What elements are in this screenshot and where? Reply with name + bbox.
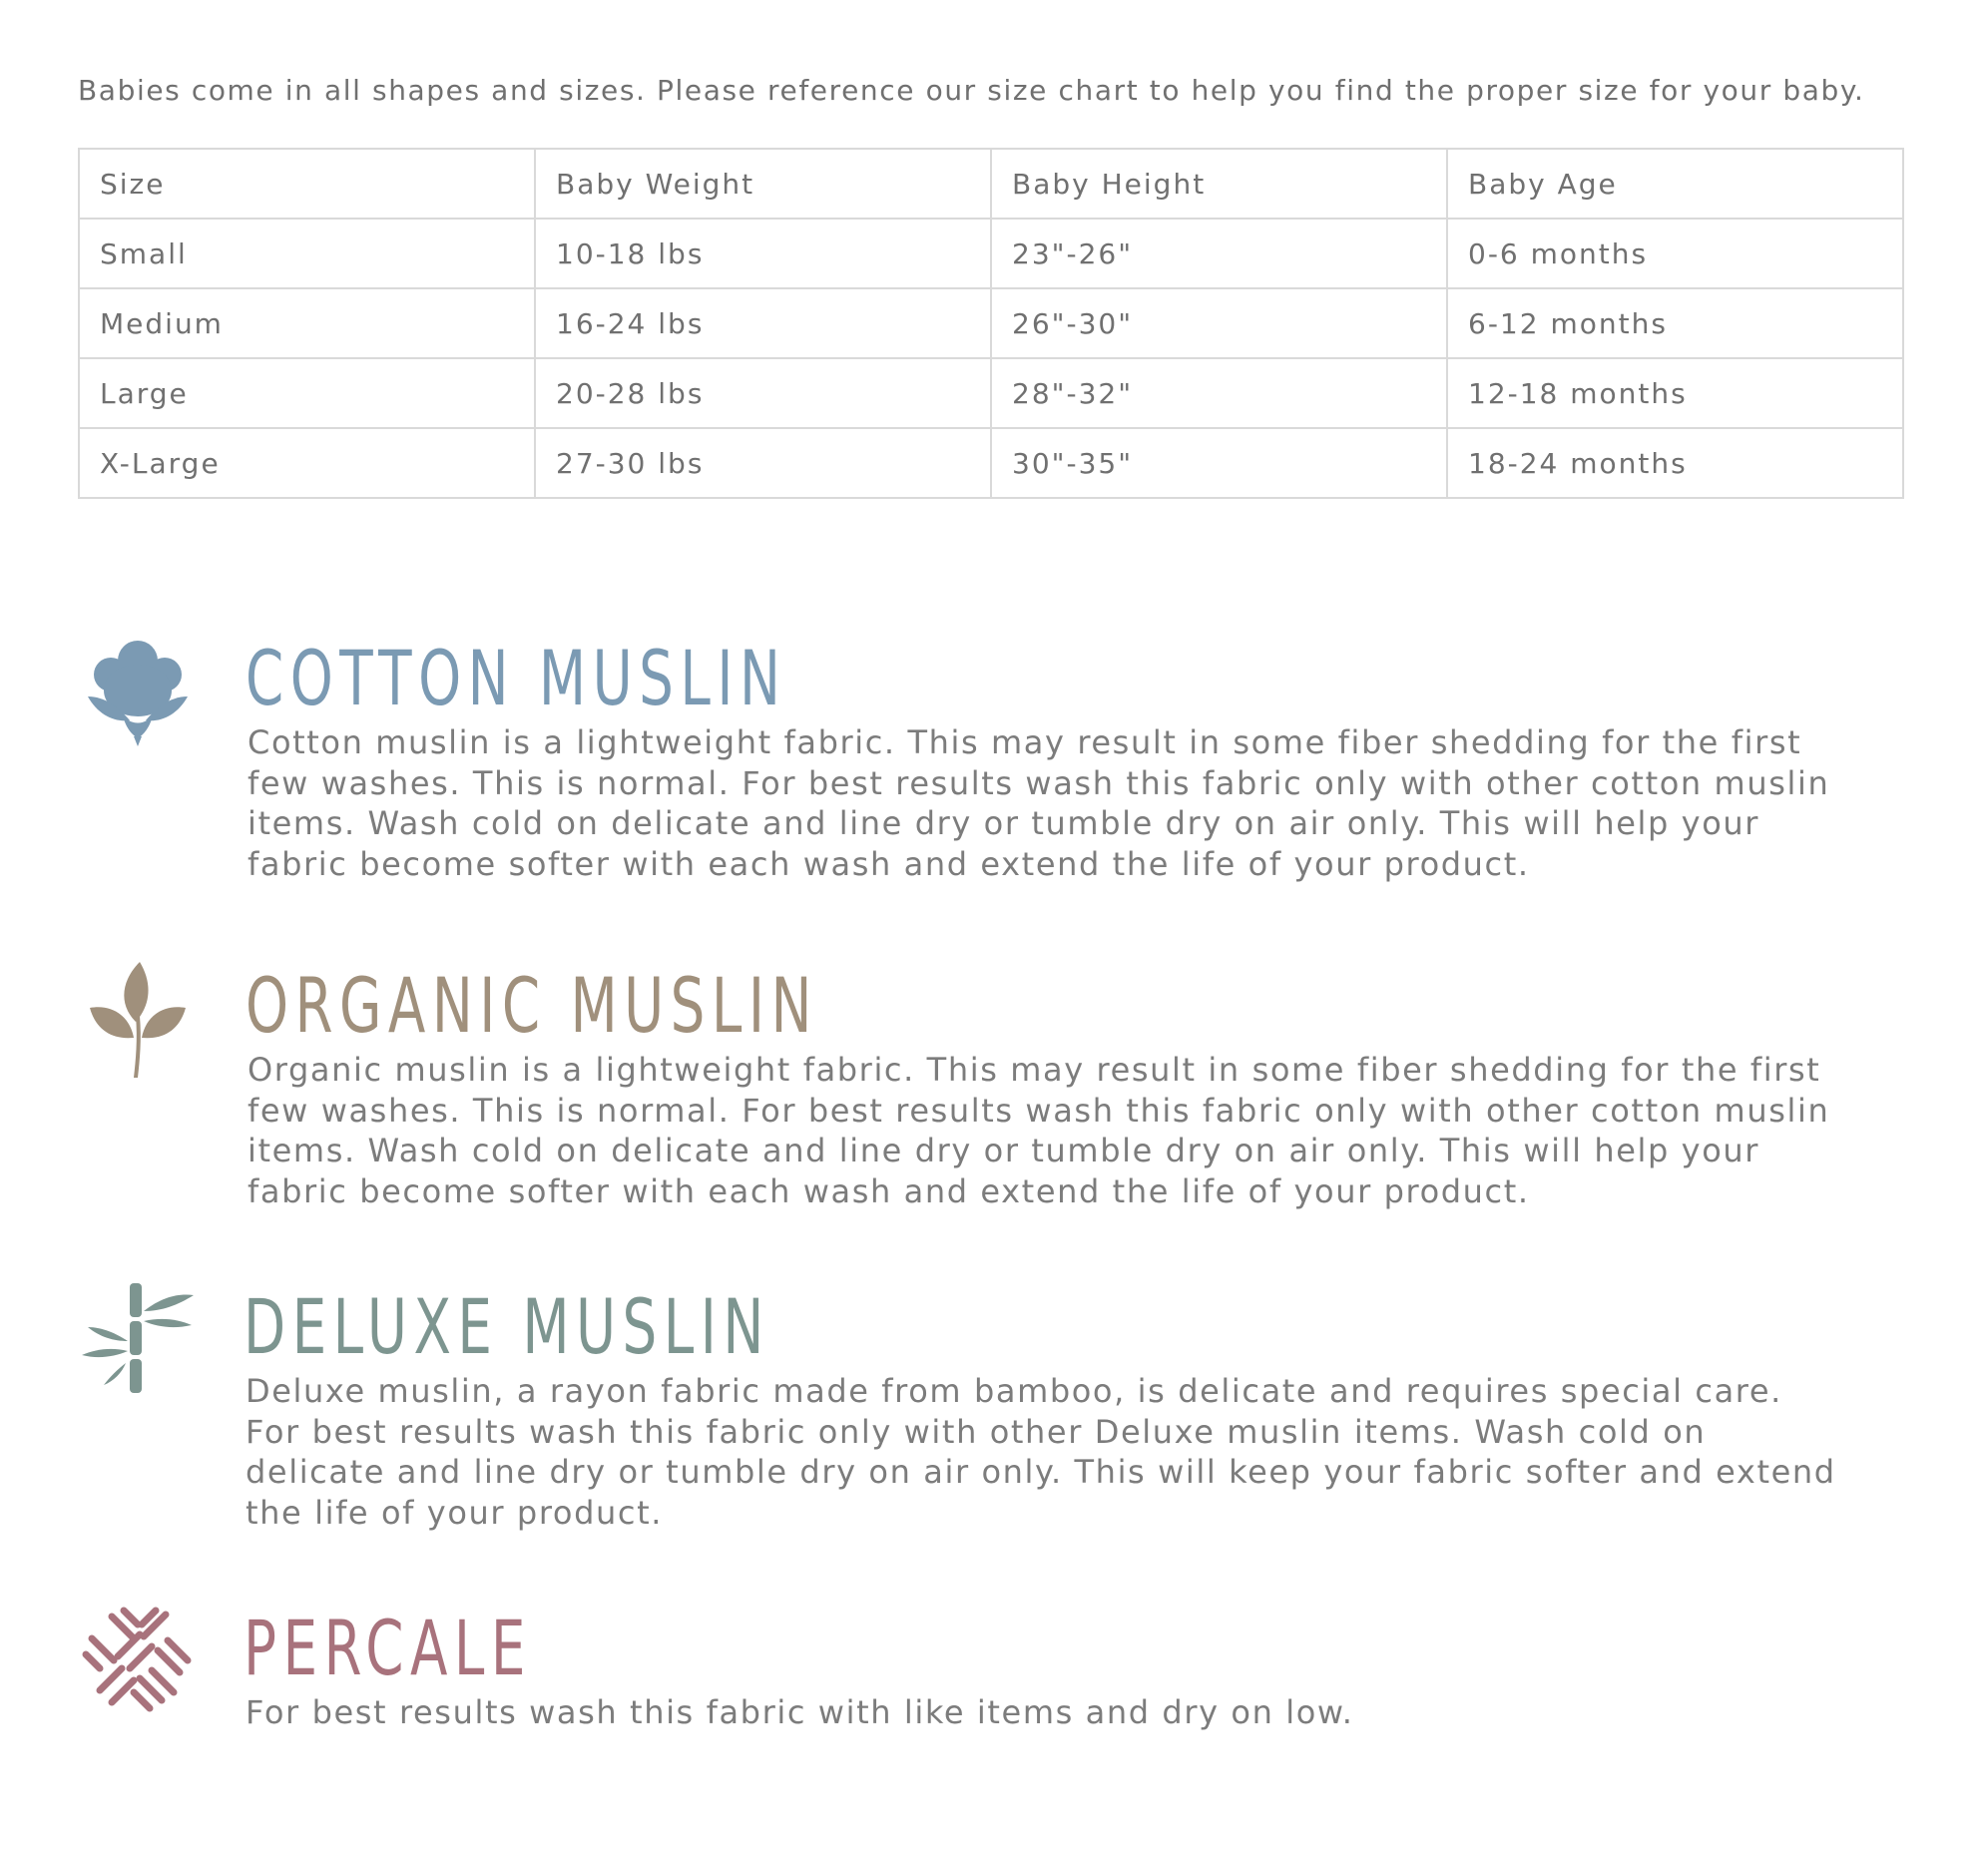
table-row: [79, 428, 1903, 498]
size-cell: Medium: [79, 288, 535, 358]
fabric-title: DELUXE MUSLIN: [244, 1282, 770, 1371]
column-header-height: Baby Height: [991, 149, 1447, 219]
size-chart-intro: Babies come in all shapes and sizes. Please reference our size chart to help you find the proper size for your baby.: [78, 74, 1865, 107]
size-cell: Small: [79, 219, 535, 288]
height-cell: 28"-32": [991, 358, 1447, 428]
table-row: [79, 219, 1903, 288]
age-cell: 6-12 months: [1447, 288, 1903, 358]
height-cell: 23"-26": [991, 219, 1447, 288]
fabric-title: ORGANIC MUSLIN: [246, 961, 818, 1050]
age-cell: 18-24 months: [1447, 428, 1903, 498]
height-cell: 26"-30": [991, 288, 1447, 358]
weight-cell: 16-24 lbs: [535, 288, 991, 358]
fabric-title: PERCALE: [244, 1604, 532, 1692]
leaf-sprout-icon: [78, 960, 198, 1080]
weight-cell: 20-28 lbs: [535, 358, 991, 428]
table-row: [79, 288, 1903, 358]
age-cell: 12-18 months: [1447, 358, 1903, 428]
column-header-size: Size: [79, 149, 535, 219]
weave-pattern-icon: [78, 1599, 198, 1718]
fabric-description: Organic muslin is a lightweight fabric. This may result in some fiber shedding for the first few washes. This is normal. For best results wash this fabric only with other cotton muslin items. Wash cold on delicate and line dry or tumble dry on air only. This will help your fabric become softer with each wash and extend the life of your product.: [248, 1051, 1830, 1210]
column-header-age: Baby Age: [1447, 149, 1903, 219]
fabric-description: For best results wash this fabric with like items and dry on low.: [246, 1693, 1354, 1731]
age-cell: 0-6 months: [1447, 219, 1903, 288]
weight-cell: 10-18 lbs: [535, 219, 991, 288]
table-header-row: [79, 149, 1903, 219]
table-row: [79, 358, 1903, 428]
size-chart-table: [78, 148, 1904, 499]
bamboo-icon: [78, 1281, 198, 1401]
size-cell: X-Large: [79, 428, 535, 498]
fabric-description: Cotton muslin is a lightweight fabric. This may result in some fiber shedding for the first few washes. This is normal. For best results wash this fabric only with other cotton muslin items. Wash cold on delicate and line dry or tumble dry on air only. This will help your fabric become softer with each wash and extend the life of your product.: [248, 723, 1830, 883]
weight-cell: 27-30 lbs: [535, 428, 991, 498]
cotton-flower-icon: [78, 639, 198, 758]
column-header-weight: Baby Weight: [535, 149, 991, 219]
fabric-title: COTTON MUSLIN: [246, 634, 787, 722]
size-cell: Large: [79, 358, 535, 428]
fabric-description: Deluxe muslin, a rayon fabric made from bamboo, is delicate and requires special care. For best results wash this fabric only with other Deluxe muslin items. Wash cold on delicate and line dry or tumble dry on air only. This will keep your fabric softer and extend the life of your product.: [246, 1372, 1836, 1532]
height-cell: 30"-35": [991, 428, 1447, 498]
